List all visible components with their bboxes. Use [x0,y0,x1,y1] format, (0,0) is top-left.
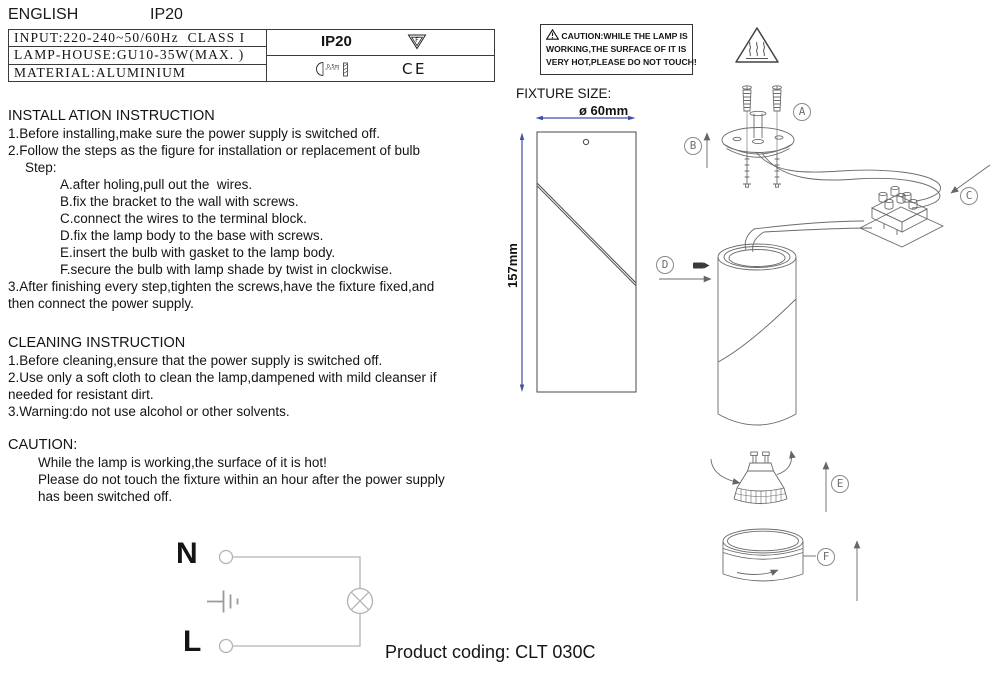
install-line: Step: [25,160,57,175]
body-wires [754,221,872,232]
certification-box [266,29,495,82]
diameter-dimension-label: ø 60mm [579,103,629,118]
spec-row-input: INPUT:220-240~50/60Hz CLASS I [9,30,266,47]
neutral-label: N [176,537,198,570]
install-instruction-section [8,107,528,312]
lamp-shade-ring [723,529,816,581]
ce-mark: CE [402,60,427,78]
caution-line: Please do not touch the fixture within an hour after the power supply [38,472,445,487]
spec-table [8,29,267,82]
live-terminal [220,640,233,653]
install-step-c: C.connect the wires to the terminal block. [60,211,307,226]
cleaning-line: 1.Before cleaning,ensure that the power supply is switched off. [8,353,383,368]
warning-triangle-icon [546,29,559,40]
caution-box-line3: VERY HOT,PLEASE DO NOT TOUCH! [546,57,697,68]
install-line: 3.After finishing every step,tighten the screws,have the fixture fixed,and [8,279,435,294]
circuit-wire-bottom [233,614,361,647]
step-label-b: B [684,137,702,155]
install-line: 2.Follow the steps as the figure for installation or replacement of bulb [8,143,420,158]
ground-symbol [207,591,238,613]
cert-row-ce [267,56,494,81]
caution-box-line1 [546,29,688,43]
install-step-d: D.fix the lamp body to the base with screws. [60,228,324,243]
step-label-f: F [817,548,835,566]
caution-line: has been switched off. [38,489,173,504]
install-title: INSTALL ATION INSTRUCTION [8,108,215,124]
step-label-e: E [831,475,849,493]
install-line: then connect the power supply. [8,296,194,311]
install-step-b: B.fix the bracket to the wall with screws. [60,194,299,209]
wiring-schematic [170,535,420,665]
cleaning-line: needed for resistant dirt. [8,387,154,402]
canopy-bracket [722,111,794,157]
cleaning-title: CLEANING INSTRUCTION [8,335,186,351]
install-line: 1.Before installing,make sure the power supply is switched off. [8,126,380,141]
mounting-screw [743,152,751,187]
install-step-f: F.secure the bulb with lamp shade by twist in clockwise. [60,262,393,277]
language-label: ENGLISH [8,6,79,23]
height-dimension-label: 157mm [505,243,520,288]
svg-text:0.5m: 0.5m [326,64,340,70]
fixture-size-title: FIXTURE SIZE: [516,86,612,101]
cleaning-line: 3.Warning:do not use alcohol or other solvents. [8,404,290,419]
cleaning-instruction-section [8,334,528,420]
twist-arrow-right [777,451,792,475]
ip20-label: IP20 [321,33,352,50]
step-label-c: C [960,187,978,205]
svg-text:F: F [415,36,419,45]
min-distance-lamp-icon [316,60,354,78]
ip-rating-header: IP20 [150,6,183,23]
caution-section [8,436,528,505]
twist-arrow-left [711,459,740,483]
spec-row-material: MATERIAL:ALUMINIUM [14,64,187,80]
install-step-e: E.insert the bulb with gasket to the lamp body. [60,245,336,260]
lamp-symbol [348,589,373,614]
neutral-terminal [220,551,233,564]
spec-row-lamp-house: LAMP-HOUSE:GU10-35W(MAX. ) [9,47,266,64]
circuit-wire-top [233,557,361,589]
step-d-screw [693,263,710,269]
caution-box-line2: WORKING,THE SURFACE OF IT IS [546,44,687,55]
install-step-a: A.after holing,pull out the wires. [60,177,253,192]
product-coding: Product coding: CLT 030C [385,642,596,662]
caution-box-text-1: CAUTION:WHILE THE LAMP IS [561,31,688,41]
step-label-d: D [656,256,674,274]
hot-surface-triangle-icon [733,25,781,65]
f-class-double-triangle-icon [407,34,427,50]
caution-title: CAUTION: [8,437,78,453]
terminal-block [860,186,943,247]
lamp-body [718,229,796,425]
step-label-a: A [793,103,811,121]
wall-anchor [743,86,752,111]
cleaning-line: 2.Use only a soft cloth to clean the lamp,dampened with mild cleanser if [8,370,437,385]
caution-line: While the lamp is working,the surface of it is hot! [38,455,327,470]
twist-arrow-shade [737,570,778,575]
fixture-outline [537,132,636,392]
cert-row-ip [267,30,494,56]
gu10-bulb [711,451,792,504]
live-label: L [183,625,202,658]
